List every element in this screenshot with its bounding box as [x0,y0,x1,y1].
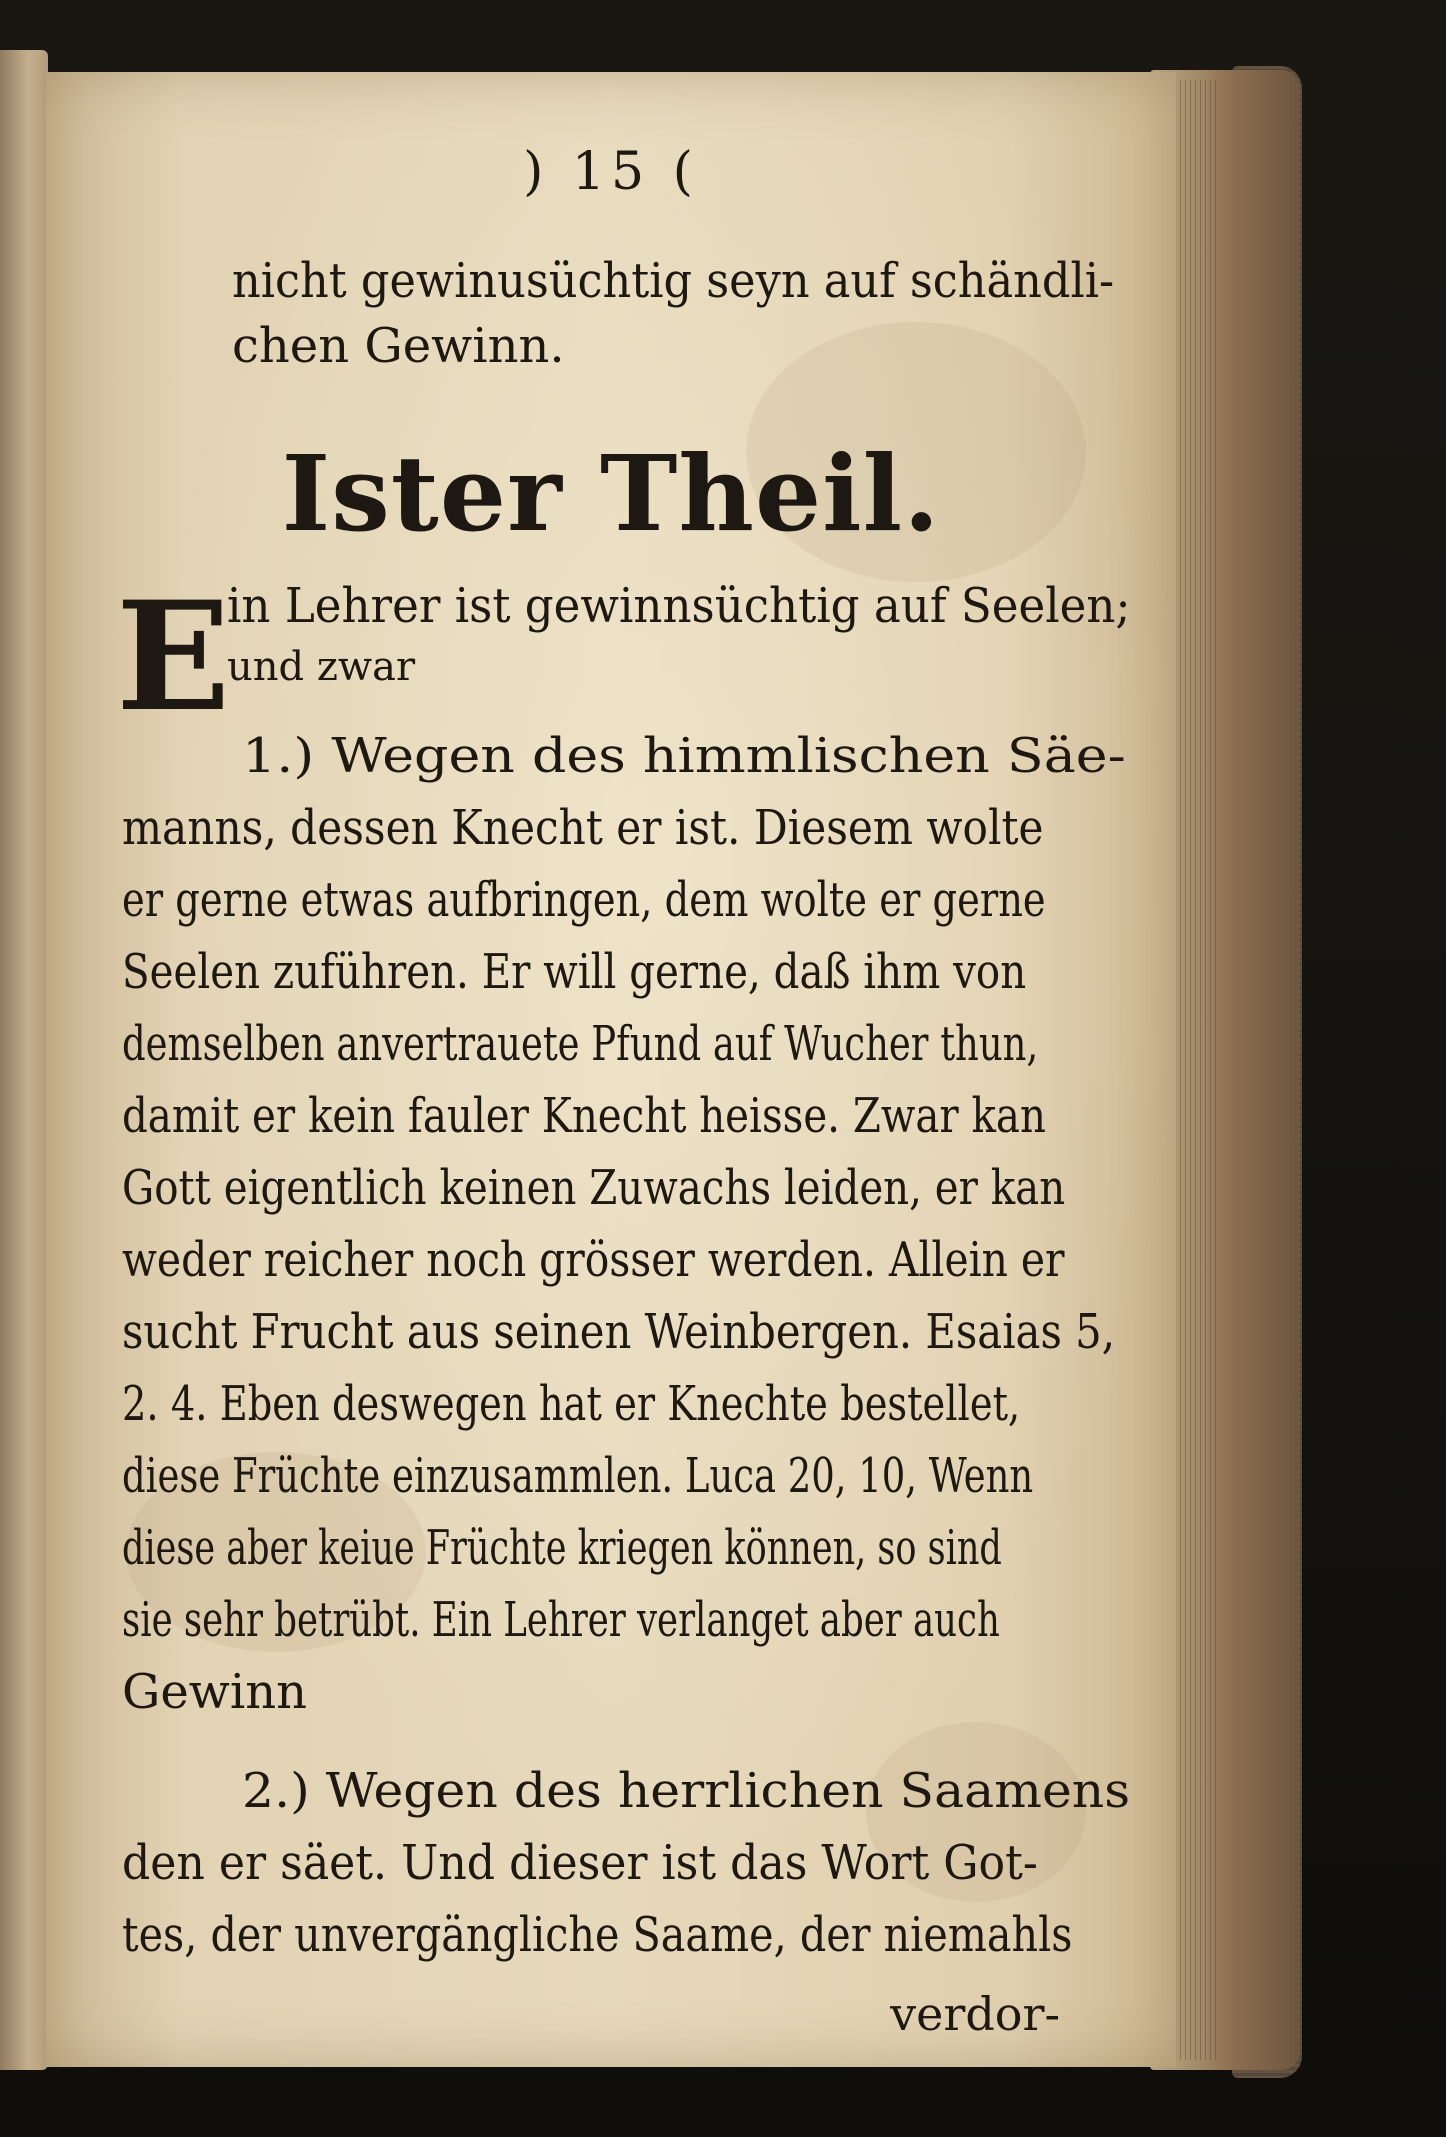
text-line: tes, der unvergängliche Saame, der niemahls [122,1907,1073,1963]
text-line: nicht gewinusüchtig seyn auf schändli- [232,253,1115,309]
text-line: den er säet. Und dieser ist das Wort Got- [122,1835,1038,1891]
text-line: 2.) Wegen des herrlichen Saamens [242,1763,1131,1819]
text-line: weder reicher noch grösser werden. Allein er [122,1232,1065,1288]
text-line: sucht Frucht aus seinen Weinbergen. Esaias 5, [122,1304,1116,1360]
text-line: Gott eigentlich keinen Zuwachs leiden, er kan [122,1160,1066,1216]
text-line: diese Früchte einzusammlen. Luca 20, 10, Wenn [122,1448,1034,1504]
left-page-edge [0,50,48,2070]
section-heading: Ister Theil. [281,432,941,555]
text-line: Gewinn [122,1664,308,1720]
text-line: demselben anvertrauete Pfund auf Wucher thun, [122,1016,1039,1072]
text-line: 1.) Wegen des himmlischen Säe- [242,728,1126,784]
text-line: damit er kein fauler Knecht heisse. Zwar kan [122,1088,1046,1144]
text-line: er gerne etwas aufbringen, dem wolte er gerne [122,872,1046,928]
text-line: Seelen zuführen. Er will gerne, daß ihm von [122,944,1027,1000]
text-line: sie sehr betrübt. Ein Lehrer verlanget aber auch [122,1592,1000,1648]
book-page [46,72,1176,2067]
text-line: chen Gewinn. [232,318,565,374]
text-line: und zwar [227,644,416,690]
text-line: in Lehrer ist gewinnsüchtig auf Seelen; [227,578,1131,634]
text-line: diese aber keiue Früchte kriegen können, so sind [122,1520,1002,1576]
catchword: verdor- [890,1987,1060,2041]
text-line: 2. 4. Eben deswegen hat er Knechte bestellet, [122,1376,1021,1432]
drop-cap: E [116,569,231,745]
page-number: ) 15 ( [523,142,699,202]
text-line: manns, dessen Knecht er ist. Diesem wolte [122,800,1044,856]
